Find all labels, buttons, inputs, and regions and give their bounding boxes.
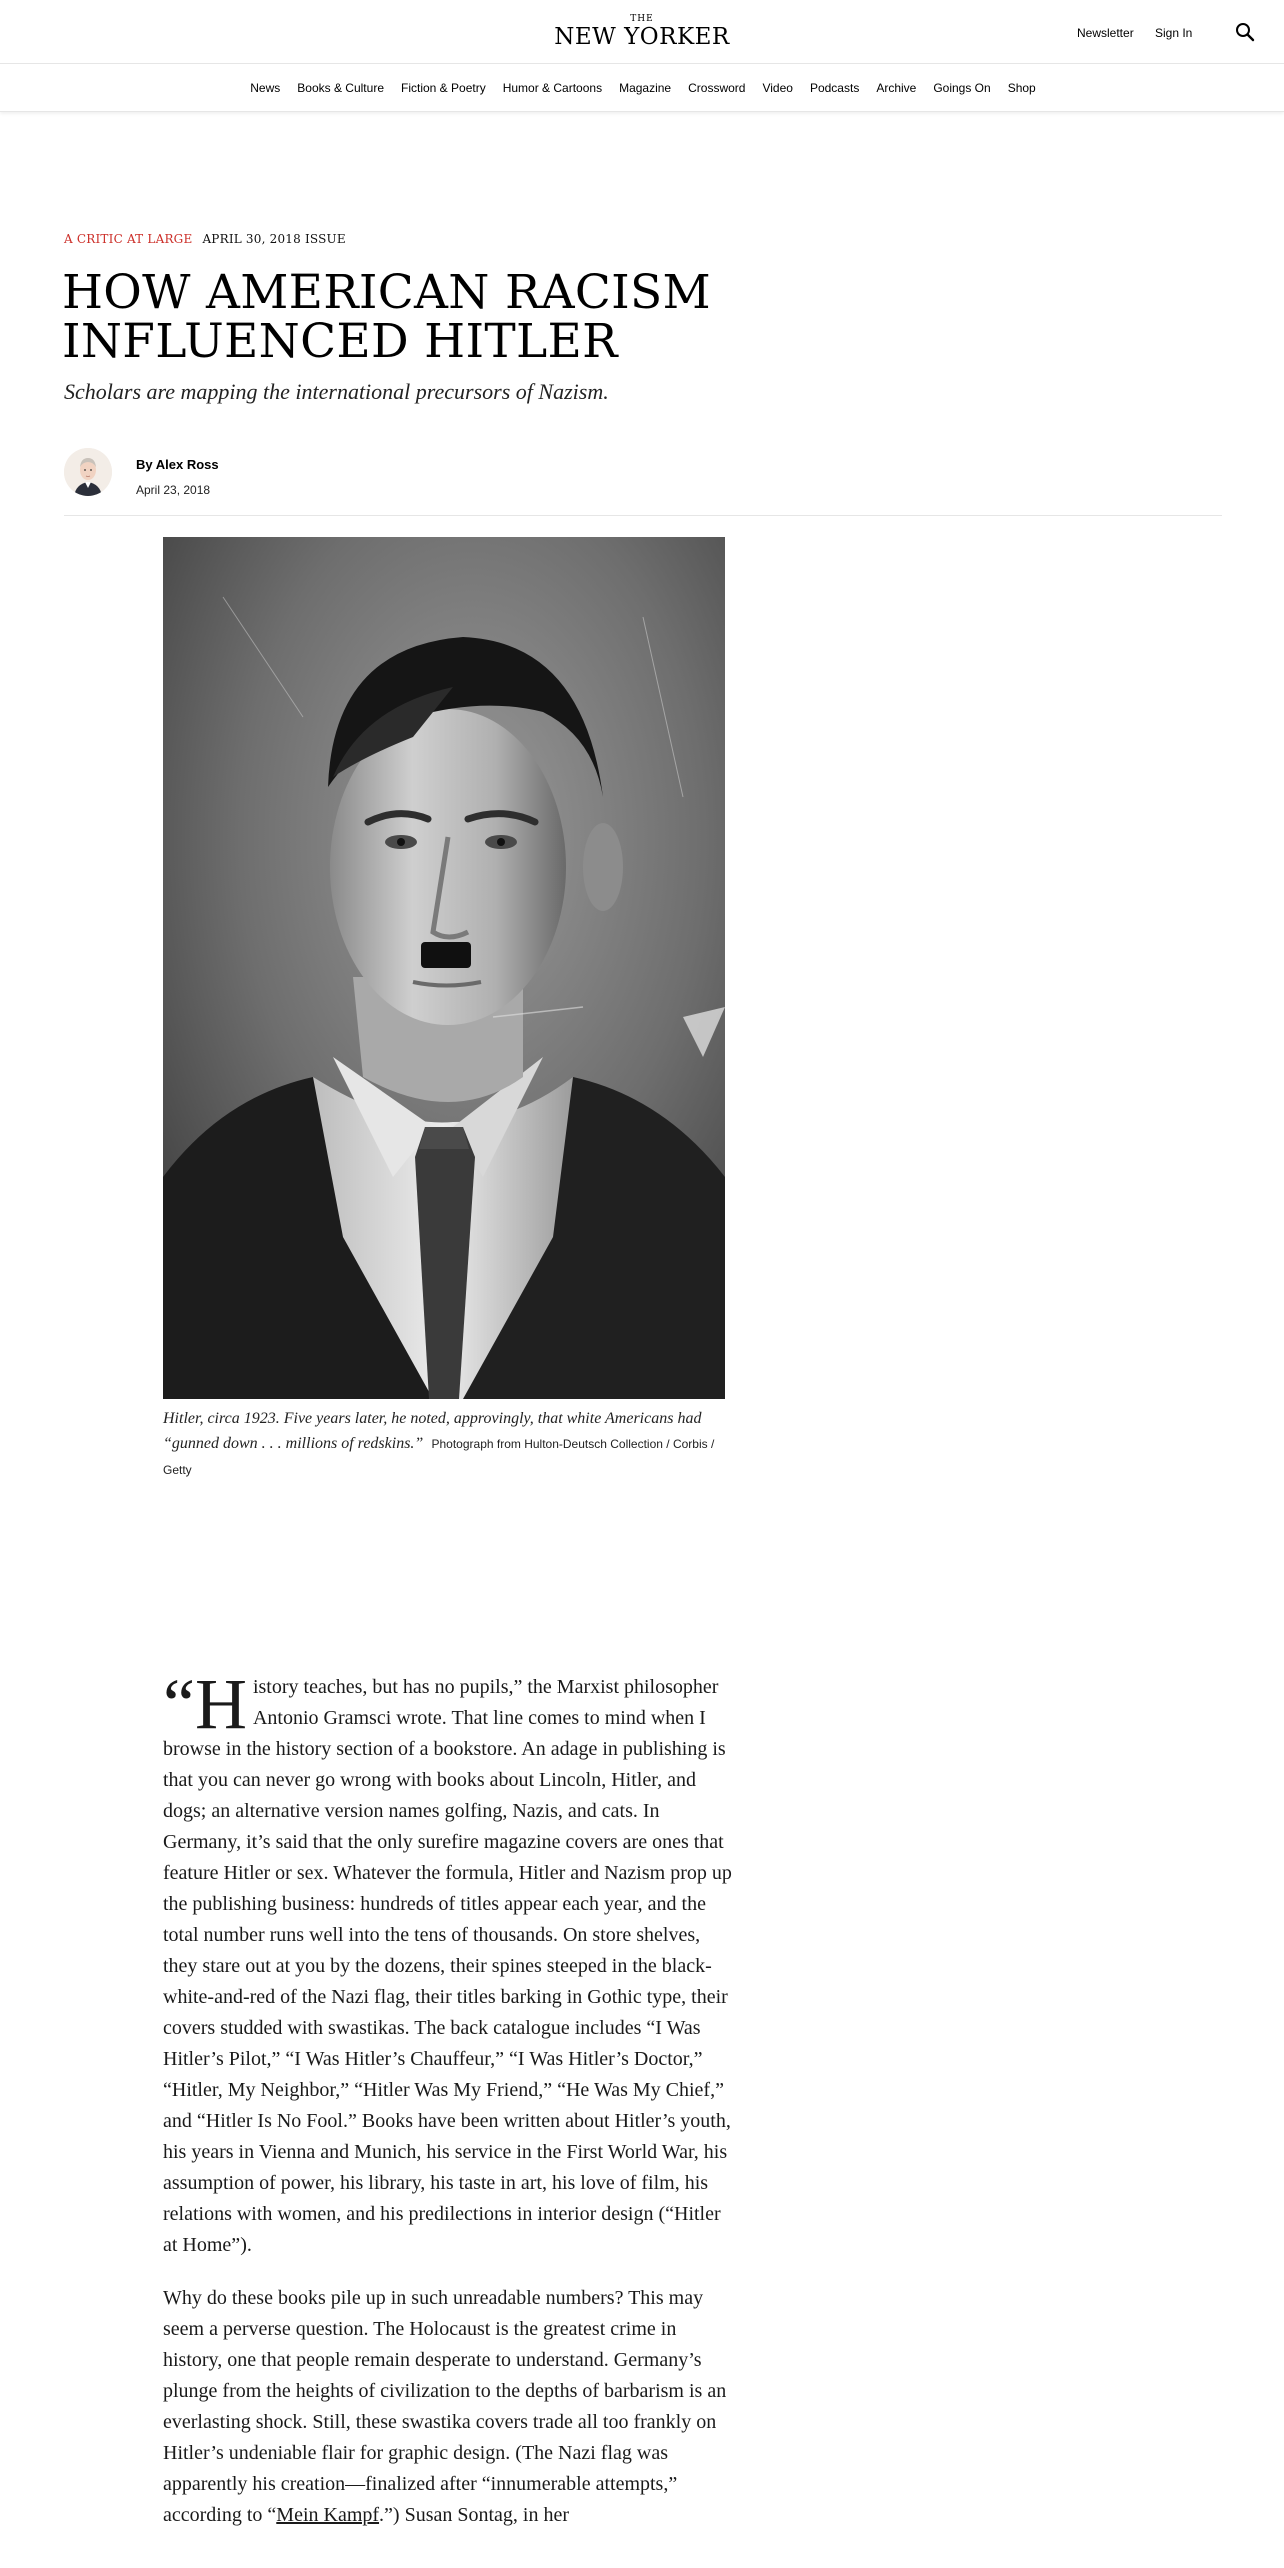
photo-caption bbox=[163, 1406, 733, 1483]
nav-item-video[interactable]: Video bbox=[762, 81, 793, 95]
lead-photo[interactable] bbox=[163, 537, 725, 1399]
main-nav bbox=[0, 64, 1284, 112]
logo-the: THE bbox=[630, 14, 654, 24]
nav-item-magazine[interactable]: Magazine bbox=[619, 81, 672, 95]
header-divider bbox=[64, 515, 1222, 516]
nav-item-archive[interactable]: Archive bbox=[876, 81, 917, 95]
author-avatar[interactable] bbox=[64, 448, 112, 496]
nav-item-goings-on[interactable]: Goings On bbox=[933, 81, 991, 95]
site-header bbox=[0, 0, 1284, 64]
paragraph-2-text-start: Why do these books pile up in such unreadable numbers? This may seem a perverse question. The Holocaust is the greatest crime in history, one that people remain desperate to understand. Germany’s plunge from the heights of civilization to the depths of barbarism is an everlasting shock. Still, these swastika covers trade all too frankly on Hitler’s undeniable flair for graphic design. (The Nazi flag was apparently his creation—finalized after “innumerable attempts,” according to “ bbox=[163, 2287, 727, 2526]
sign-in-link[interactable]: Sign In bbox=[1155, 26, 1193, 40]
rubric bbox=[64, 232, 346, 248]
body-paragraph-2 bbox=[163, 2283, 733, 2531]
drop-cap: “H bbox=[163, 1664, 247, 1744]
author-link[interactable]: Alex Ross bbox=[155, 457, 219, 472]
portrait-photo-illustration bbox=[163, 537, 725, 1399]
nav-item-crossword[interactable]: Crossword bbox=[688, 81, 746, 95]
paragraph-1-text: istory teaches, but has no pupils,” the Marxist philosopher Antonio Gramsci wrote. That line comes to mind when I browse in the history section of a bookstore. An adage in publishing is that you can never go wrong with books about Lincoln, Hitler, and dogs; an alternative version names golfing, Nazis, and cats. In Germany, it’s said that the only surefire magazine covers are ones that feature Hitler or sex. Whatever the formula, Hitler and Nazism prop up the publishing business: hundreds of titles appear each year, and the total number runs well into the tens of thousands. On store shelves, they stare out at you by the dozens, their spines steeped in the black-white-and-red of the Nazi flag, their titles barking in Gothic type, their covers studded with swastikas. The back catalogue includes “I Was Hitler’s Pilot,” “I Was Hitler’s Chauffeur,” “I Was Hitler’s Doctor,” “Hitler, My Neighbor,” “Hitler Was My Friend,” “He Was My Chief,” and “Hitler Is No Fool.” Books have been written about Hitler’s youth, his years in Vienna and Munich, his service in the First World War, his assumption of power, his library, his taste in art, his love of film, his relations with women, and his predilections in interior design (“Hitler at Home”). bbox=[163, 1676, 732, 2256]
search-button[interactable] bbox=[1233, 20, 1257, 44]
nav-item-books-culture[interactable]: Books & Culture bbox=[297, 81, 384, 95]
article-dek: Scholars are mapping the international precursors of Nazism. bbox=[64, 379, 609, 404]
nav-list bbox=[0, 64, 1284, 112]
nav-item-podcasts[interactable]: Podcasts bbox=[809, 81, 860, 95]
author-portrait-illustration bbox=[64, 448, 112, 496]
paragraph-2-text-end: .”) Susan Sontag, in her bbox=[379, 2504, 570, 2526]
newsletter-link[interactable]: Newsletter bbox=[1077, 26, 1134, 40]
article-headline: HOW AMERICAN RACISM INFLUENCED HITLER bbox=[62, 265, 711, 369]
nav-item-news[interactable]: News bbox=[250, 81, 281, 95]
body-paragraph-1 bbox=[163, 1664, 733, 2261]
photo-credit: Photograph from Hulton-Deutsch Collection / Corbis / Getty bbox=[163, 1437, 715, 1477]
nav-item-fiction-poetry[interactable]: Fiction & Poetry bbox=[401, 81, 486, 95]
publish-date: April 23, 2018 bbox=[136, 483, 211, 497]
logo-name: NEW YORKER bbox=[554, 24, 730, 50]
rubric-section-link[interactable]: A CRITIC AT LARGE bbox=[64, 232, 193, 246]
byline-prefix: By bbox=[136, 457, 153, 472]
nav-item-humor-cartoons[interactable]: Humor & Cartoons bbox=[502, 81, 603, 95]
article-body bbox=[163, 1664, 733, 2553]
search-icon bbox=[1233, 20, 1257, 44]
issue-date-link[interactable]: APRIL 30, 2018 ISSUE bbox=[202, 232, 346, 246]
byline bbox=[136, 457, 219, 472]
caption-text: Hitler, circa 1923. Five years later, he noted, approvingly, that white Americans had “gunned down . . . millions of redskins.” bbox=[163, 1410, 702, 1452]
nav-item-shop[interactable]: Shop bbox=[1007, 81, 1036, 95]
mein-kampf-link[interactable]: Mein Kampf bbox=[276, 2504, 380, 2526]
